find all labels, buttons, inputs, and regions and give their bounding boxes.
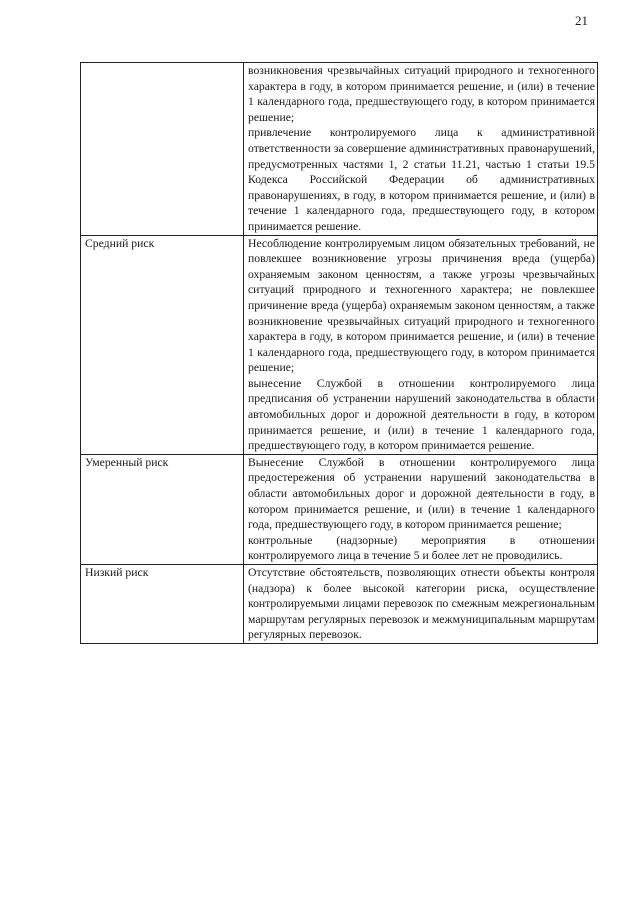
criteria-paragraph: Несоблюдение контролируемым лицом обязательных требований, не повлекшее возникновение угрозы причинения вреда (ущерба) охраняемым законом ценностям, а также угрозы чрезвычайных ситуаций природного и техногенного характера; не повлекшее причинение вреда (ущерба) охраняемым законом ценностям, а также возникновение чрезвычайных ситуаций природного и техногенного характера в году, в котором принимается решение, и (или) в течение 1 календарного года, предшествующего году, в котором принимается решение; — [248, 236, 595, 375]
criteria-paragraph: вынесение Службой в отношении контролируемого лица предписания об устранении нарушений законодательства в области автомобильных дорог и дорожной деятельности в году, в котором принимается решение, и (или) в течение 1 календарного года, предшествующего году, в котором принимается решение. — [248, 376, 595, 453]
table-row — [81, 565, 598, 644]
table-row — [81, 454, 598, 564]
table-row — [81, 63, 598, 236]
risk-level-cell — [81, 63, 244, 236]
risk-level-cell: Средний риск — [81, 235, 244, 454]
risk-level-cell: Низкий риск — [81, 565, 244, 644]
risk-criteria-cell — [244, 235, 598, 454]
risk-criteria-cell — [244, 63, 598, 236]
risk-category-table — [80, 62, 598, 644]
risk-criteria-cell — [244, 454, 598, 564]
criteria-paragraph: контрольные (надзорные) мероприятия в отношении контролируемого лица в течение 5 и более лет не проводились. — [248, 533, 595, 563]
table-row — [81, 235, 598, 454]
criteria-paragraph: привлечение контролируемого лица к административной ответственности за совершение административных правонарушений, предусмотренных частями 1, 2 статьи 11.21, частью 1 статьи 19.5 Кодекса Российской Федерации об административных правонарушениях, в году, в котором принимается решение, и (или) в течение 1 календарного года, предшествующего году, в котором принимается решение. — [248, 126, 595, 233]
risk-level-cell: Умеренный риск — [81, 454, 244, 564]
page-number: 21 — [575, 13, 588, 28]
criteria-paragraph: Отсутствие обстоятельств, позволяющих отнести объекты контроля (надзора) к более высокой категории риска, осуществление контролируемыми лицами перевозок по смежным межрегиональным маршрутам регулярных перевозок и межмуниципальным маршрутам регулярных перевозок. — [248, 566, 595, 642]
risk-criteria-cell — [244, 565, 598, 644]
criteria-paragraph: возникновения чрезвычайных ситуаций природного и техногенного характера в году, в котором принимается решение, и (или) в течение 1 календарного года, предшествующего году, в котором принимается решение; — [248, 64, 595, 124]
criteria-paragraph: Вынесение Службой в отношении контролируемого лица предостережения об устранении нарушений законодательства в области автомобильных дорог и дорожной деятельности в году, в котором принимается решение, и (или) в течение 1 календарного года, предшествующего году, в котором принимается решение; — [248, 455, 595, 532]
